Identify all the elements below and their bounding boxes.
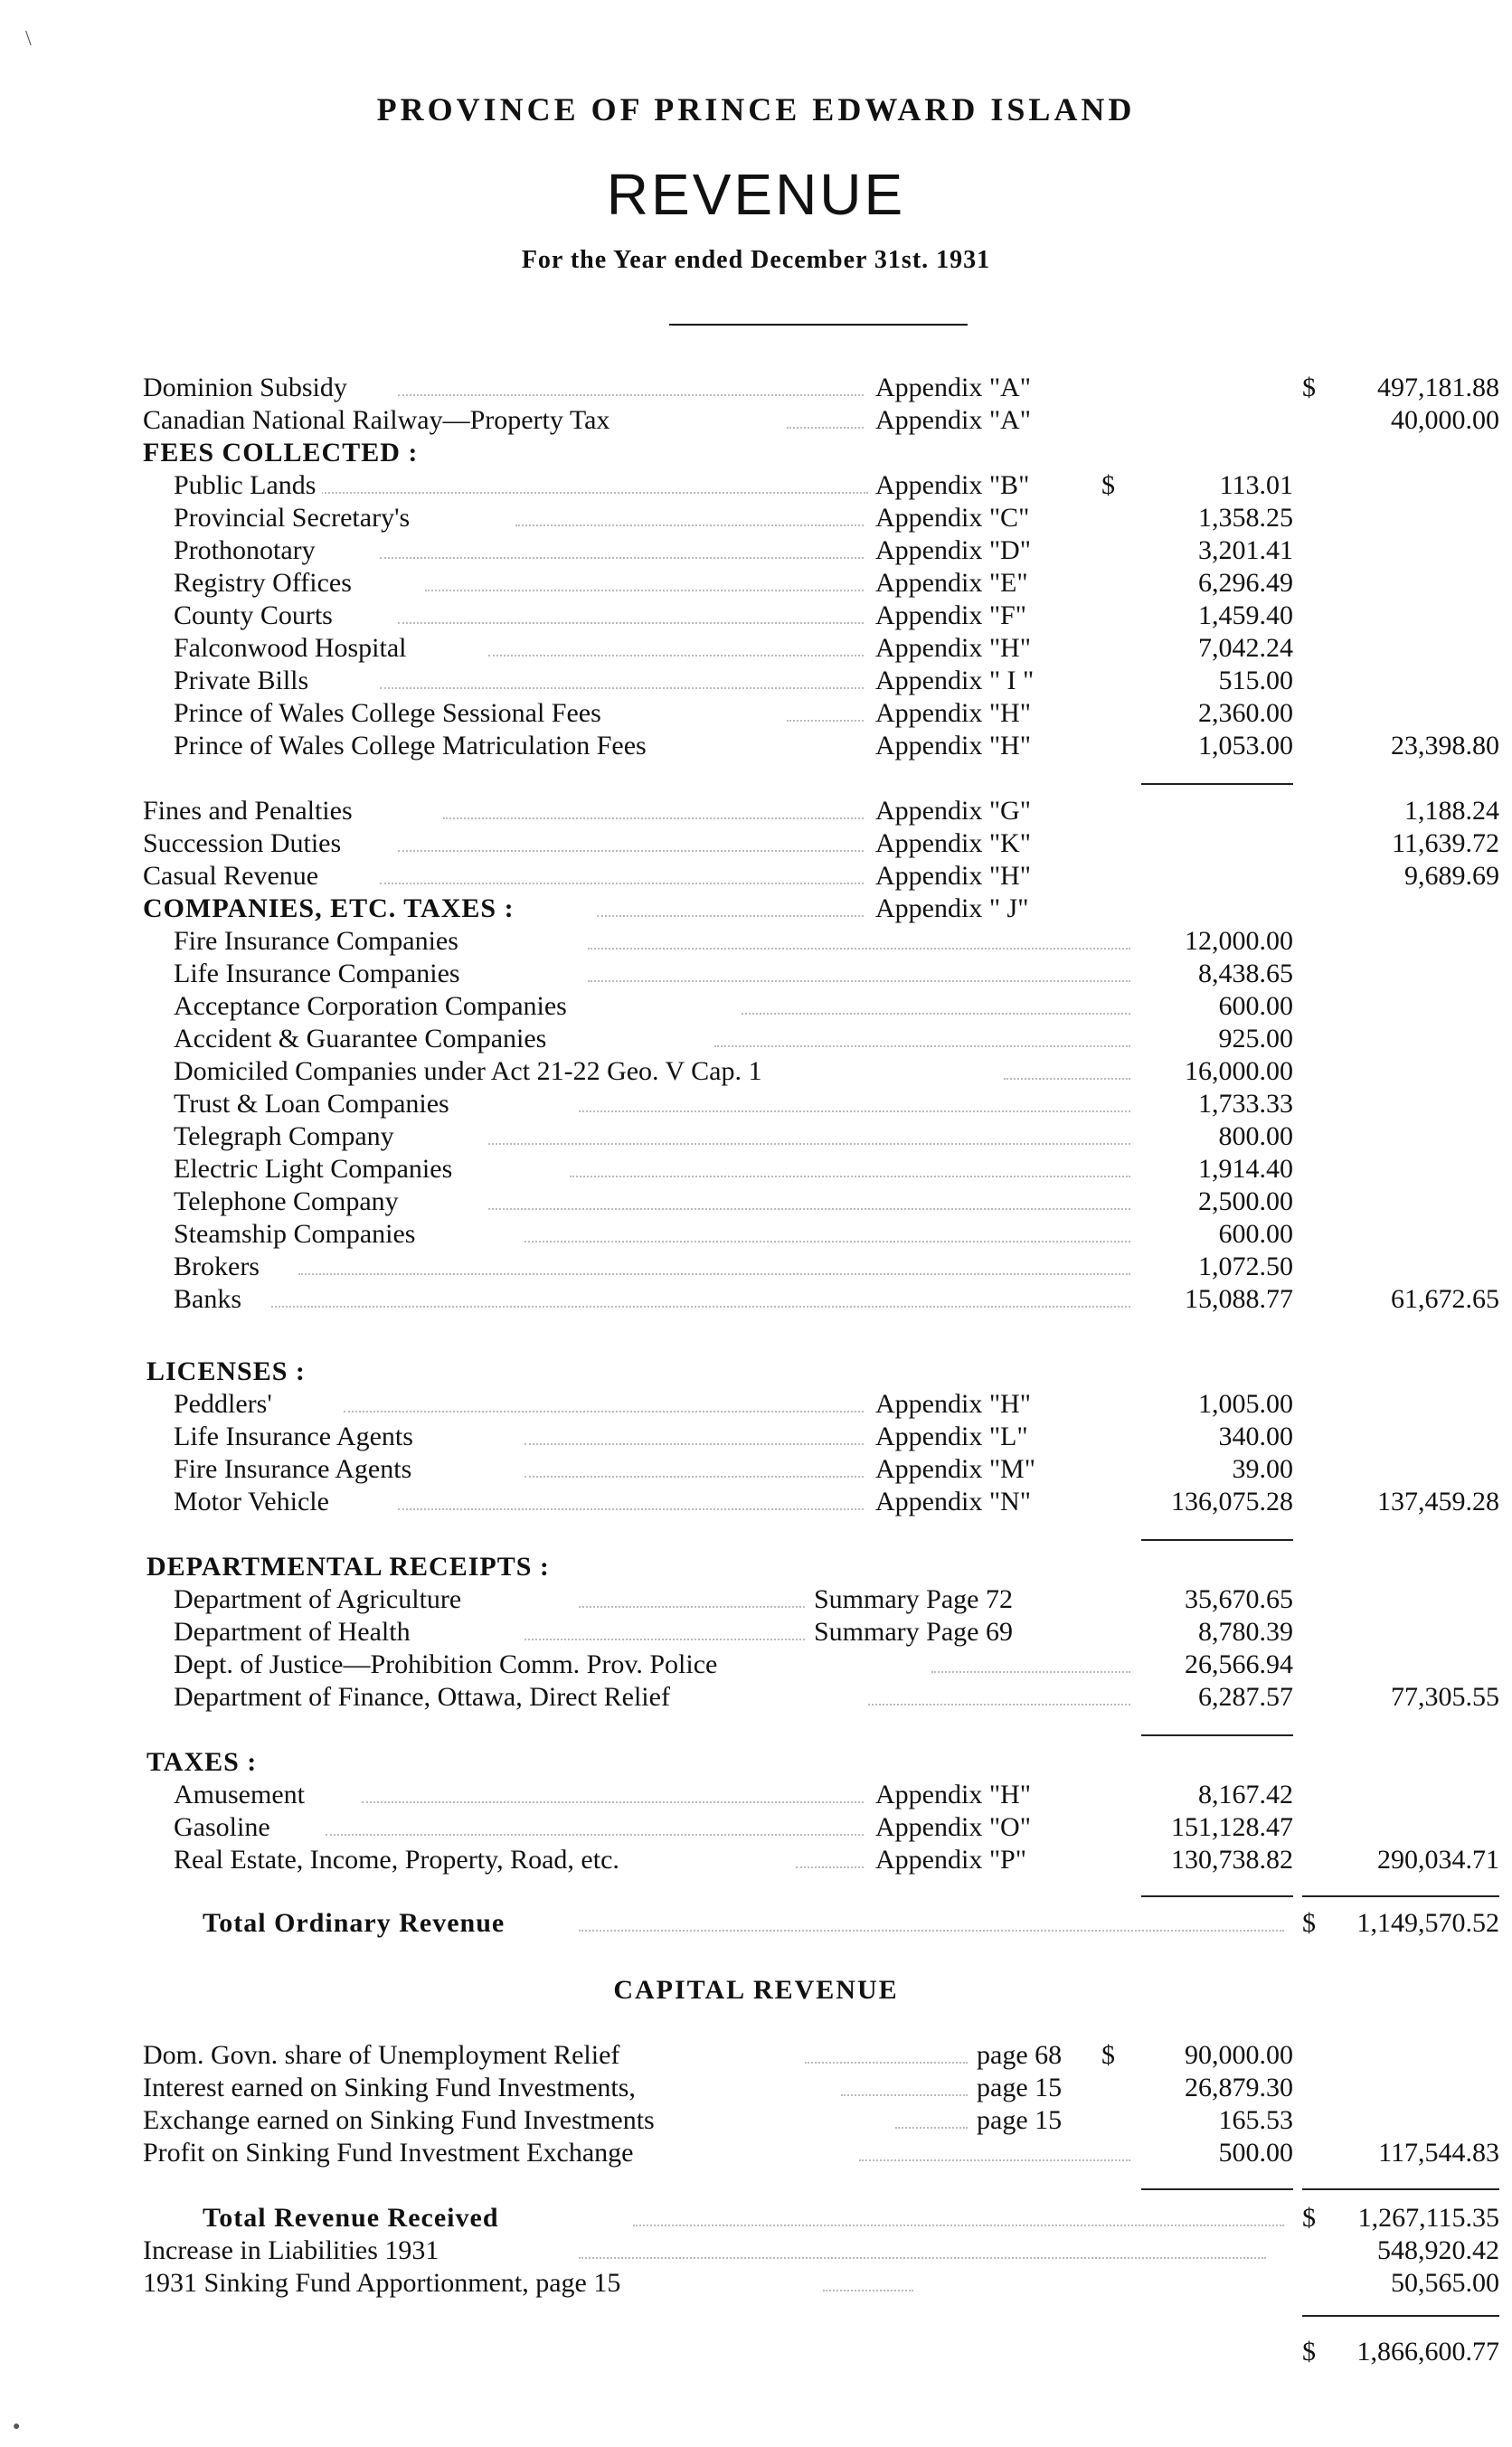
- line-total: 137,459.28: [1377, 1487, 1499, 1516]
- dot-leader: [633, 2225, 1284, 2226]
- scan-mark: ●: [13, 2420, 21, 2433]
- line-telephone: [0, 1186, 1512, 1217]
- line-amount: 12,000.00: [1185, 926, 1293, 956]
- dot-leader: [868, 1704, 1130, 1705]
- line-amount: 39.00: [1232, 1454, 1293, 1484]
- dot-leader: [579, 1606, 805, 1608]
- dot-leader: [588, 980, 1130, 982]
- line-amount: 26,566.94: [1185, 1649, 1293, 1679]
- line-label: Prince of Wales College Sessional Fees: [174, 698, 607, 728]
- section-heading-label: COMPANIES, ETC. TAXES :: [143, 893, 520, 923]
- line-label: Life Insurance Companies: [174, 959, 466, 988]
- subtotal-rule: [1141, 1895, 1293, 1897]
- line-amount: 6,287.57: [1198, 1682, 1293, 1712]
- subtotal-rule: [1141, 2188, 1293, 2190]
- line-reference: Appendix "O": [875, 1812, 1031, 1842]
- dot-leader: [805, 2062, 968, 2064]
- total-rule: [1302, 1895, 1499, 1897]
- dot-leader: [398, 622, 864, 624]
- line-total: 40,000.00: [1391, 405, 1499, 435]
- section-heading-taxes: [0, 1747, 1512, 1778]
- line-label: 1931 Sinking Fund Apportionment, page 15: [143, 2268, 626, 2298]
- dot-leader: [579, 1930, 1284, 1932]
- line-dept-health: [0, 1617, 1512, 1648]
- line-label: Steamship Companies: [174, 1219, 421, 1249]
- line-amount: 165.53: [1218, 2105, 1293, 2135]
- line-fire-insurance-companies: [0, 926, 1512, 957]
- line-label: Brokers: [174, 1252, 265, 1281]
- dot-leader: [488, 1143, 1130, 1145]
- dot-leader: [1004, 1078, 1130, 1080]
- line-amount: 16,000.00: [1185, 1056, 1293, 1086]
- line-private-bills: [0, 666, 1512, 696]
- line-label: Fines and Penalties: [143, 796, 358, 826]
- dot-leader: [588, 948, 1130, 950]
- currency-symbol: $: [1101, 2040, 1115, 2070]
- line-label: Private Bills: [174, 666, 314, 695]
- line-fire-insurance-agents: [0, 1454, 1512, 1485]
- line-reference: Appendix "H": [875, 861, 1031, 891]
- subtotal-rule: [1141, 1734, 1293, 1736]
- line-label: Fire Insurance Companies: [174, 926, 464, 956]
- line-amount: 600.00: [1218, 1219, 1293, 1249]
- province-heading: PROVINCE OF PRINCE EDWARD ISLAND: [376, 91, 1136, 128]
- line-label: Life Insurance Agents: [174, 1422, 419, 1451]
- line-profit-sinking-fund: [0, 2138, 1512, 2168]
- total-rule: [1302, 2315, 1499, 2317]
- dot-leader: [597, 915, 864, 917]
- total-rule: [1302, 2188, 1499, 2190]
- line-reference: Summary Page 69: [814, 1617, 1013, 1647]
- dot-leader: [579, 2257, 1266, 2259]
- line-prothonotary: [0, 535, 1512, 566]
- line-label: Public Lands: [174, 470, 322, 500]
- section-heading-label: FEES COLLECTED :: [143, 438, 419, 468]
- line-label: Trust & Loan Companies: [174, 1089, 455, 1119]
- line-reference: Appendix "G": [875, 796, 1031, 826]
- line-amount: 6,296.49: [1198, 568, 1293, 598]
- line-amount: 800.00: [1218, 1121, 1293, 1151]
- line-reference: Appendix "M": [875, 1454, 1035, 1484]
- capital-revenue-heading: CAPITAL REVENUE: [613, 1975, 899, 2005]
- line-label: Total Ordinary Revenue: [203, 1908, 510, 1938]
- line-amount: 15,088.77: [1185, 1284, 1293, 1314]
- line-amount: 500.00: [1218, 2138, 1293, 2168]
- line-provincial-secretary: [0, 503, 1512, 534]
- line-amount: 113.01: [1219, 470, 1293, 500]
- line-total: 1,188.24: [1404, 796, 1499, 826]
- line-reference: Appendix "A": [875, 373, 1031, 402]
- line-label: Registry Offices: [174, 568, 357, 598]
- line-falconwood-hospital: [0, 633, 1512, 664]
- line-acceptance-corporation: [0, 991, 1512, 1022]
- line-label: Prince of Wales College Matriculation Fees: [174, 731, 652, 761]
- line-amount: 1,459.40: [1198, 600, 1293, 630]
- line-life-insurance-agents: [0, 1422, 1512, 1452]
- subtotal-rule: [1141, 1539, 1293, 1541]
- line-total: 497,181.88: [1377, 373, 1499, 402]
- currency-symbol: $: [1302, 1908, 1316, 1938]
- line-domiciled-companies: [0, 1056, 1512, 1087]
- line-reference: Appendix "C": [875, 503, 1030, 533]
- line-real-estate: [0, 1845, 1512, 1875]
- line-label: Department of Health: [174, 1617, 416, 1647]
- line-interest-sinking-fund: [0, 2073, 1512, 2103]
- line-casual-revenue: [0, 861, 1512, 892]
- line-reference: Appendix " J": [875, 893, 1029, 923]
- line-amusement: [0, 1780, 1512, 1810]
- line-label: Acceptance Corporation Companies: [174, 991, 572, 1021]
- line-total: 1,149,570.52: [1356, 1908, 1499, 1938]
- line-telegraph: [0, 1121, 1512, 1152]
- dot-leader: [488, 655, 864, 657]
- line-trust-loan: [0, 1089, 1512, 1120]
- dot-leader: [271, 1306, 1130, 1308]
- dot-leader: [380, 687, 864, 689]
- line-reference: Appendix "N": [875, 1487, 1031, 1516]
- line-label: Department of Agriculture: [174, 1584, 467, 1614]
- dot-leader: [570, 1176, 1130, 1177]
- page-title: REVENUE: [606, 162, 906, 227]
- line-amount: 2,500.00: [1198, 1186, 1293, 1216]
- line-total-revenue-received: [0, 2203, 1512, 2234]
- line-label: Prothonotary: [174, 535, 321, 565]
- line-amount: 515.00: [1218, 666, 1293, 695]
- dot-leader: [380, 557, 864, 559]
- dot-leader: [742, 1013, 1130, 1015]
- line-label: Fire Insurance Agents: [174, 1454, 417, 1484]
- line-amount: 1,005.00: [1198, 1389, 1293, 1419]
- line-dept-finance: [0, 1682, 1512, 1713]
- dot-leader: [488, 1208, 1130, 1210]
- line-reference: Summary Page 72: [814, 1584, 1013, 1614]
- line-amount: 7,042.24: [1198, 633, 1293, 663]
- section-heading-departmental: [0, 1552, 1512, 1583]
- line-reference: page 68: [977, 2040, 1063, 2070]
- line-sinking-fund-apportionment: [0, 2268, 1512, 2299]
- dot-leader: [307, 492, 868, 494]
- line-amount: 8,167.42: [1198, 1780, 1293, 1809]
- line-label: Domiciled Companies under Act 21-22 Geo. V Cap. 1: [174, 1056, 767, 1086]
- line-label: Telephone Company: [174, 1186, 404, 1216]
- line-reference: Appendix "F": [875, 600, 1026, 630]
- line-county-courts: [0, 600, 1512, 631]
- line-amount: 136,075.28: [1171, 1487, 1293, 1516]
- dot-leader: [931, 1671, 1130, 1673]
- line-label: Falconwood Hospital: [174, 633, 411, 663]
- line-dominion-subsidy: [0, 373, 1512, 403]
- line-reference: Appendix "E": [875, 568, 1028, 598]
- line-amount: 90,000.00: [1185, 2040, 1293, 2070]
- line-increase-liabilities: [0, 2235, 1512, 2266]
- line-amount: 8,780.39: [1198, 1617, 1293, 1647]
- line-amount: 925.00: [1218, 1024, 1293, 1053]
- line-reference: page 15: [977, 2073, 1063, 2102]
- line-dept-agriculture: [0, 1584, 1512, 1615]
- line-amount: 1,733.33: [1198, 1089, 1293, 1119]
- currency-symbol: $: [1302, 2337, 1316, 2367]
- line-reference: Appendix "H": [875, 731, 1031, 761]
- line-dept-justice: [0, 1649, 1512, 1680]
- line-total: 9,689.69: [1404, 861, 1499, 891]
- line-accident-guarantee: [0, 1024, 1512, 1054]
- line-amount: 26,879.30: [1185, 2073, 1293, 2102]
- line-label: Accident & Guarantee Companies: [174, 1024, 552, 1053]
- scan-mark: \: [25, 27, 32, 51]
- line-label: Provincial Secretary's: [174, 503, 415, 533]
- section-heading-label: LICENSES :: [146, 1356, 306, 1386]
- line-reference: Appendix "H": [875, 1780, 1031, 1809]
- line-total: 290,034.71: [1377, 1845, 1499, 1875]
- line-label: Total Revenue Received: [203, 2203, 505, 2233]
- line-total: 50,565.00: [1391, 2268, 1499, 2298]
- line-label: Interest earned on Sinking Fund Investments,: [143, 2073, 641, 2102]
- dot-leader: [515, 524, 864, 526]
- line-amount: 340.00: [1218, 1422, 1293, 1451]
- line-label: Dom. Govn. share of Unemployment Relief: [143, 2040, 625, 2070]
- line-amount: 8,438.65: [1198, 959, 1293, 988]
- dot-leader: [344, 1411, 864, 1412]
- line-exchange-sinking-fund: [0, 2105, 1512, 2136]
- line-fines-penalties: [0, 796, 1512, 827]
- line-registry-offices: [0, 568, 1512, 599]
- line-life-insurance-companies: [0, 959, 1512, 989]
- line-reference: page 15: [977, 2105, 1063, 2135]
- dot-leader: [398, 850, 864, 852]
- dot-leader: [524, 1639, 805, 1640]
- currency-symbol: $: [1101, 470, 1115, 500]
- dot-leader: [326, 1834, 864, 1836]
- line-total-ordinary-revenue: [0, 1908, 1512, 1939]
- line-total: 11,639.72: [1392, 828, 1499, 858]
- line-amount: 600.00: [1218, 991, 1293, 1021]
- line-amount: 3,201.41: [1198, 535, 1293, 565]
- line-brokers: [0, 1252, 1512, 1282]
- line-amount: 35,670.65: [1185, 1584, 1293, 1614]
- line-amount: 1,072.50: [1198, 1252, 1293, 1281]
- line-gasoline: [0, 1812, 1512, 1843]
- line-label: Electric Light Companies: [174, 1154, 458, 1184]
- grand-total-value: 1,866,600.77: [1356, 2337, 1499, 2367]
- dot-leader: [823, 2290, 913, 2291]
- line-peddlers: [0, 1389, 1512, 1420]
- line-succession-duties: [0, 828, 1512, 859]
- line-label: Casual Revenue: [143, 861, 324, 891]
- line-steamship: [0, 1219, 1512, 1250]
- line-label: Motor Vehicle: [174, 1487, 335, 1516]
- section-heading-fees: [0, 438, 1512, 468]
- line-reference: Appendix "D": [875, 535, 1031, 565]
- line-reference: Appendix "A": [875, 405, 1031, 435]
- line-amount: 1,358.25: [1198, 503, 1293, 533]
- line-reference: Appendix "H": [875, 1389, 1031, 1419]
- line-label: Canadian National Railway—Property Tax: [143, 405, 615, 435]
- line-amount: 151,128.47: [1171, 1812, 1293, 1842]
- line-pwc-sessional-fees: [0, 698, 1512, 729]
- line-label: Banks: [174, 1284, 247, 1314]
- currency-symbol: $: [1302, 2203, 1316, 2233]
- line-total: 548,920.42: [1377, 2235, 1499, 2265]
- line-label: Exchange earned on Sinking Fund Investments: [143, 2105, 660, 2135]
- line-reference: Appendix "L": [875, 1422, 1028, 1451]
- subtotal-rule: [1141, 783, 1293, 785]
- line-label: Amusement: [174, 1780, 310, 1809]
- dot-leader: [859, 2159, 1130, 2161]
- dot-leader: [841, 2094, 968, 2096]
- line-public-lands: [0, 470, 1512, 501]
- dot-leader: [398, 1508, 864, 1510]
- line-reference: Appendix "B": [875, 470, 1030, 500]
- dot-leader: [398, 394, 864, 396]
- section-heading-licenses: [0, 1356, 1512, 1387]
- line-banks: [0, 1284, 1512, 1315]
- line-reference: Appendix "K": [875, 828, 1031, 858]
- line-label: Increase in Liabilities 1931: [143, 2235, 444, 2265]
- line-amount: 1,053.00: [1198, 731, 1293, 761]
- dot-leader: [362, 1801, 864, 1803]
- dot-leader: [425, 590, 864, 591]
- line-label: County Courts: [174, 600, 338, 630]
- currency-symbol: $: [1302, 373, 1316, 402]
- line-label: Profit on Sinking Fund Investment Exchange: [143, 2138, 638, 2168]
- line-label: Peddlers': [174, 1389, 278, 1419]
- line-amount: 1,914.40: [1198, 1154, 1293, 1184]
- section-heading-label: TAXES :: [146, 1747, 258, 1777]
- line-electric-light: [0, 1154, 1512, 1185]
- dot-leader: [714, 1045, 1130, 1047]
- line-unemployment-relief: [0, 2040, 1512, 2071]
- dot-leader: [787, 427, 864, 429]
- line-total: 23,398.80: [1391, 731, 1499, 761]
- line-label: Real Estate, Income, Property, Road, etc.: [174, 1845, 625, 1875]
- line-cnr-property-tax: [0, 405, 1512, 436]
- line-grand-total: [0, 2337, 1512, 2367]
- line-label: Succession Duties: [143, 828, 346, 858]
- line-total: 1,267,115.35: [1357, 2203, 1499, 2233]
- dot-leader: [787, 720, 864, 722]
- dot-leader: [443, 817, 864, 819]
- line-amount: 2,360.00: [1198, 698, 1293, 728]
- dot-leader: [380, 883, 864, 884]
- dot-leader: [524, 1476, 864, 1478]
- page-subtitle: For the Year ended December 31st. 1931: [521, 246, 991, 274]
- dot-leader: [524, 1443, 864, 1445]
- line-label: Dept. of Justice—Prohibition Comm. Prov. Police: [174, 1649, 723, 1679]
- dot-leader: [895, 2127, 968, 2129]
- header-divider: [669, 324, 968, 326]
- dot-leader: [579, 1110, 1130, 1112]
- line-total: 117,544.83: [1378, 2138, 1499, 2168]
- section-heading-companies: [0, 893, 1512, 924]
- line-reference: Appendix "P": [875, 1845, 1026, 1875]
- line-label: Department of Finance, Ottawa, Direct Relief: [174, 1682, 676, 1712]
- line-total: 61,672.65: [1391, 1284, 1499, 1314]
- line-label: Dominion Subsidy: [143, 373, 353, 402]
- line-label: Telegraph Company: [174, 1121, 400, 1151]
- section-heading-label: DEPARTMENTAL RECEIPTS :: [146, 1552, 550, 1582]
- line-total: 77,305.55: [1391, 1682, 1499, 1712]
- line-label: Gasoline: [174, 1812, 276, 1842]
- line-reference: Appendix " I ": [875, 666, 1035, 695]
- line-pwc-matriculation-fees: [0, 731, 1512, 761]
- dot-leader: [298, 1273, 1130, 1275]
- line-amount: 130,738.82: [1171, 1845, 1293, 1875]
- dot-leader: [524, 1241, 1130, 1242]
- line-reference: Appendix "H": [875, 698, 1031, 728]
- dot-leader: [796, 1866, 864, 1868]
- line-motor-vehicle: [0, 1487, 1512, 1517]
- line-reference: Appendix "H": [875, 633, 1031, 663]
